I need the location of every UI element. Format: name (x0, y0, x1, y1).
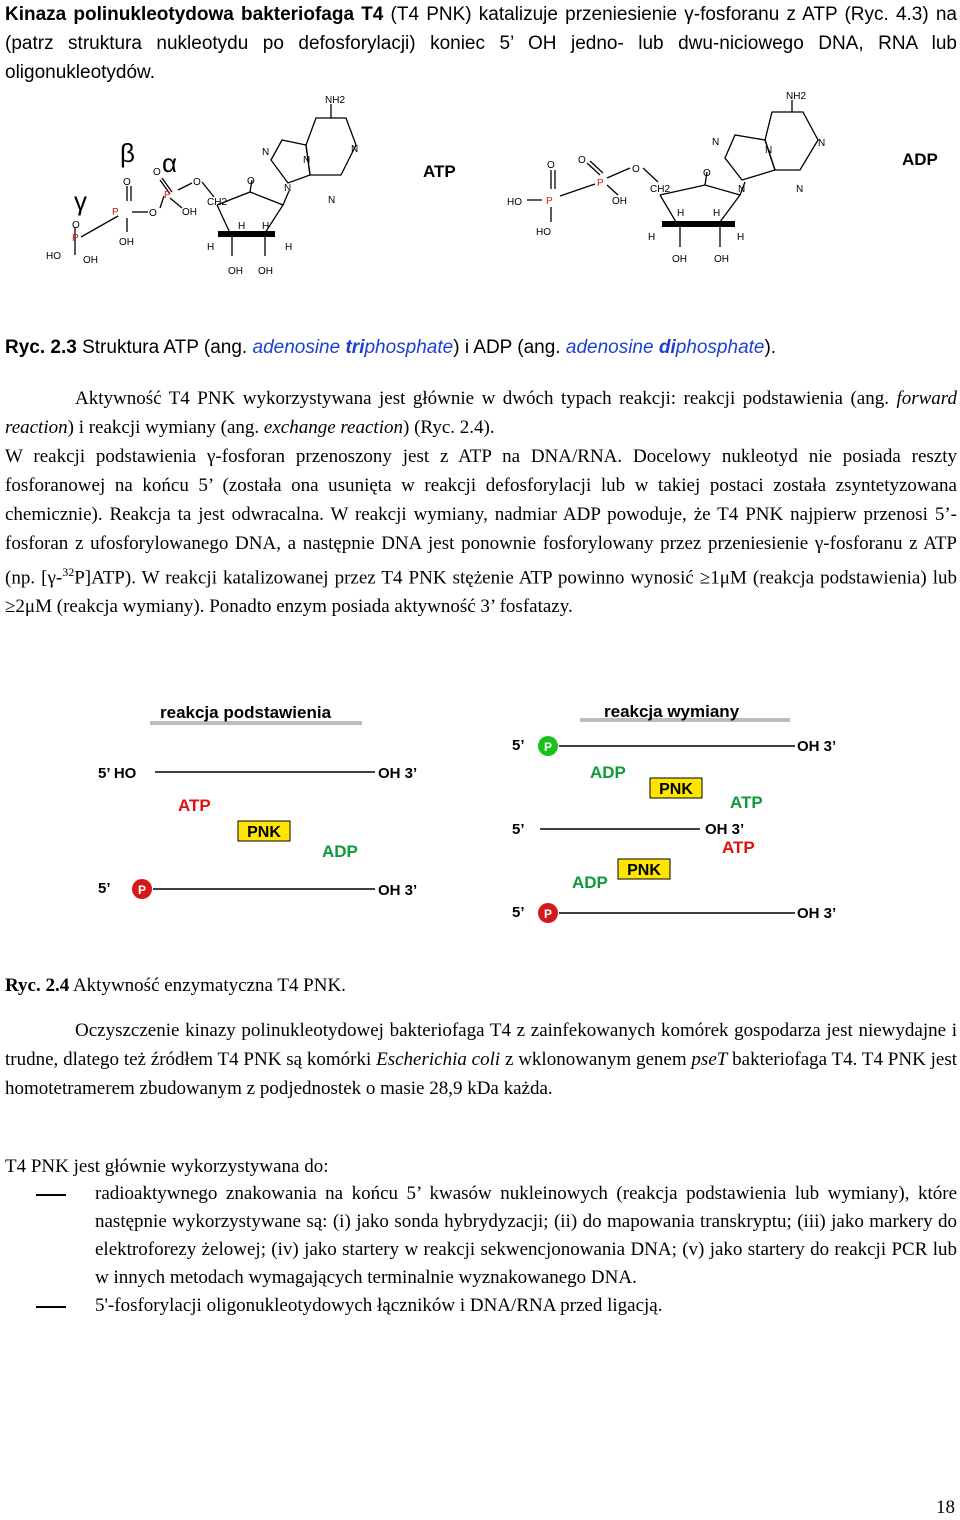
gamma-label: γ (74, 186, 87, 216)
species-name: Escherichia coli (376, 1049, 501, 1070)
atom-p: P (112, 207, 119, 218)
atom-oh: OH (672, 254, 687, 265)
superscript: 32 (62, 565, 75, 579)
atom-o: O (547, 160, 555, 171)
atp-structure-label: ATP (423, 162, 456, 181)
paragraph-text: W reakcji podstawienia γ-fosforan przenoszony jest z ATP na DNA/RNA. Docelowy nukleotyd nie posiada reszty fosforanowej na końcu 5’ (została ona usunięta w reakcji defosforylacji lub w takiej postaci została zsyntetyzowana chemicznie). Reakcja ta jest odwracalna. W reakcji wymiany, nadmiar ADP powoduje, że T4 PNK najpierw przenosi 5’-fosforan z ufosforylowanego DNA, a następnie DNA jest ponownie fosforylowany przez przeniesienie γ-fosforanu z ATP (np. [γ- (5, 446, 957, 589)
activity-paragraph (5, 384, 957, 621)
atom-h: H (238, 221, 246, 232)
atom-o: O (632, 164, 640, 175)
atom-h: H (285, 242, 293, 253)
paragraph-text: P]ATP). W reakcji katalizowanej przez T4 PNK stężenie ATP powinno wynosić ≥1μM (reakcja podstawienia) lub ≥2μM (reakcja wymiany). Ponadto enzym posiada aktywność 3’ fosfatazy. (5, 567, 957, 618)
figure-caption-2-3 (5, 337, 776, 359)
atom-o: O (149, 208, 157, 219)
exchange-5: 5’ (512, 737, 525, 754)
forward-5-ho: 5’ HO (98, 765, 137, 782)
atom-p: P (164, 190, 171, 201)
phosphate-p: P (543, 907, 553, 921)
page-number: 18 (936, 1497, 955, 1518)
atom-oh: OH (714, 254, 729, 265)
exchange-5: 5’ (512, 821, 525, 838)
atom-h: H (713, 208, 721, 219)
exchange-reaction-panel (512, 702, 836, 923)
paragraph-term: forward reaction (5, 388, 957, 438)
caption-text: ) i ADP (ang. (453, 337, 566, 358)
atom-h: H (737, 232, 745, 243)
list-item (5, 1180, 957, 1292)
intro-text: (T4 PNK) katalizuje przeniesienie γ-fosforanu z ATP (Ryc. 4.3) na (patrz struktura nukleotydu po defosforylacji) koniec 5’ OH jedno- lub dwu-niciowego DNA, RNA lub oligonukleotydów. (5, 4, 958, 83)
atom-oh: OH (612, 196, 627, 207)
atom-n: N (796, 184, 804, 195)
exchange-adp-out: ADP (572, 873, 608, 892)
caption-prefix: Ryc. 2.3 (5, 337, 77, 358)
intro-paragraph (5, 0, 957, 87)
caption-term: phosphate (675, 337, 765, 358)
atom-n: N (262, 147, 270, 158)
caption-term: phosphate (364, 337, 454, 358)
atom-ch2: CH2 (650, 184, 671, 195)
atom-h: H (207, 242, 215, 253)
atom-n: N (328, 195, 336, 206)
exchange-adp-in: ADP (590, 763, 626, 782)
paragraph-text: Aktywność T4 PNK wykorzystywana jest głównie w dwóch typach reakcji: reakcji podstawienia (ang. (75, 388, 897, 409)
exchange-5: 5’ (512, 904, 525, 921)
exchange-pnk-2: PNK (627, 862, 661, 879)
figure-caption-2-4 (5, 975, 346, 997)
atom-o: O (247, 176, 255, 187)
dash-bullet (36, 1194, 66, 1196)
beta-label: β (120, 138, 135, 168)
caption-text: ). (764, 337, 777, 358)
uses-list (5, 1180, 957, 1320)
forward-oh3: OH 3’ (378, 765, 418, 782)
forward-title: reakcja podstawienia (160, 703, 332, 722)
atom-nh2: NH2 (325, 95, 346, 106)
atp-adp-structure-figure (30, 92, 950, 292)
atom-o: O (123, 177, 131, 188)
alpha-label: α (162, 148, 178, 178)
phosphate-p: P (137, 883, 147, 897)
list-item (5, 1292, 957, 1320)
atom-n: N (818, 138, 826, 149)
caption-text: Struktura ATP (ang. (76, 337, 253, 358)
uses-intro: T4 PNK jest głównie wykorzystywana do: (5, 1156, 329, 1177)
atom-o: O (703, 168, 711, 179)
paragraph-text: Oczyszczenie kinazy polinukleotydowej bakteriofaga T4 z zainfekowanych komórek gospodarza jest niewydajne i trudne, dlatego też źródłem T4 PNK są komórki (5, 1020, 957, 1070)
atom-n: N (738, 184, 746, 195)
atom-ch2: CH2 (207, 197, 228, 208)
atom-nh2: NH2 (786, 91, 807, 102)
atom-o: O (578, 155, 586, 166)
atom-n: N (303, 155, 311, 166)
list-item-text: 5'-fosforylacji oligonukleotydowych łączników i DNA/RNA przed ligacją. (95, 1295, 663, 1316)
paragraph-term: exchange reaction (263, 417, 403, 438)
atom-h: H (677, 208, 685, 219)
caption-term-bold: di (658, 337, 676, 358)
paragraph-text: ) (Ryc. 2.4). (403, 417, 495, 438)
atom-oh: OH (182, 207, 197, 218)
exchange-atp-out: ATP (730, 793, 763, 812)
atom-h: H (262, 221, 270, 232)
exchange-pnk: PNK (659, 781, 693, 798)
atom-n: N (712, 137, 720, 148)
caption-term-bold: tri (345, 337, 365, 358)
exchange-oh3: OH 3’ (797, 738, 837, 755)
atom-oh: OH (228, 266, 243, 277)
atom-o: O (193, 177, 201, 188)
atom-oh: OH (83, 255, 98, 266)
pnk-reaction-figure (95, 695, 837, 930)
atom-n: N (284, 183, 292, 194)
paragraph-text: ) i reakcji wymiany (ang. (67, 417, 264, 438)
atom-p: P (72, 233, 79, 244)
exchange-oh3: OH 3’ (797, 905, 837, 922)
phosphate-p: P (543, 740, 553, 754)
caption-term: adenosine (252, 337, 346, 358)
forward-adp: ADP (322, 842, 358, 861)
exchange-atp-in: ATP (722, 838, 755, 857)
atom-p: P (546, 196, 553, 207)
caption-term: adenosine (565, 337, 659, 358)
adp-structure-label: ADP (902, 150, 938, 169)
caption-text: Aktywność enzymatyczna T4 PNK. (69, 975, 346, 996)
purification-paragraph (5, 1016, 957, 1103)
atom-ho: HO (46, 251, 61, 262)
paragraph-text: z wklonowanym genem (500, 1049, 692, 1070)
intro-bold: Kinaza polinukleotydowa bakteriofaga T4 (5, 4, 384, 25)
atom-h: H (648, 232, 656, 243)
atom-o: O (153, 167, 161, 178)
dash-bullet (36, 1306, 66, 1308)
list-item-text: radioaktywnego znakowania na końcu 5’ kwasów nukleinowych (reakcja podstawienia lub wymiany), które następnie wykorzystywane są: (i) jako sonda hybrydyzacji; (ii) do mapowania transkryptu; (iii) jako markery do elektroforezy żelowej; (iv) jako startery w reakcji sekwencjonowania DNA; (v) jako startery do reakcji PCR lub w innych metodach wymagających terminalnie wyznakowanego DNA. (95, 1183, 957, 1288)
atom-o: O (72, 220, 80, 231)
paragraph-text: bakteriofaga T4. T4 PNK jest homotetramerem zbudowanym z podjednostek o masie 28,9 kDa każda. (5, 1049, 958, 1099)
forward-atp: ATP (178, 796, 211, 815)
atom-n: N (351, 144, 359, 155)
gene-name: pseT (691, 1049, 728, 1070)
forward-pnk: PNK (247, 824, 281, 841)
atom-oh: OH (258, 266, 273, 277)
forward-5: 5’ (98, 880, 111, 897)
exchange-title: reakcja wymiany (604, 702, 740, 721)
atom-p: P (597, 178, 604, 189)
atom-ho: HO (536, 227, 551, 238)
atom-oh: OH (119, 237, 134, 248)
exchange-oh3: OH 3’ (705, 821, 745, 838)
atom-n: N (765, 145, 773, 156)
forward-reaction-panel (98, 703, 417, 899)
atom-ho: HO (507, 197, 522, 208)
caption-prefix: Ryc. 2.4 (5, 975, 70, 996)
forward-oh3-out: OH 3’ (378, 882, 418, 899)
